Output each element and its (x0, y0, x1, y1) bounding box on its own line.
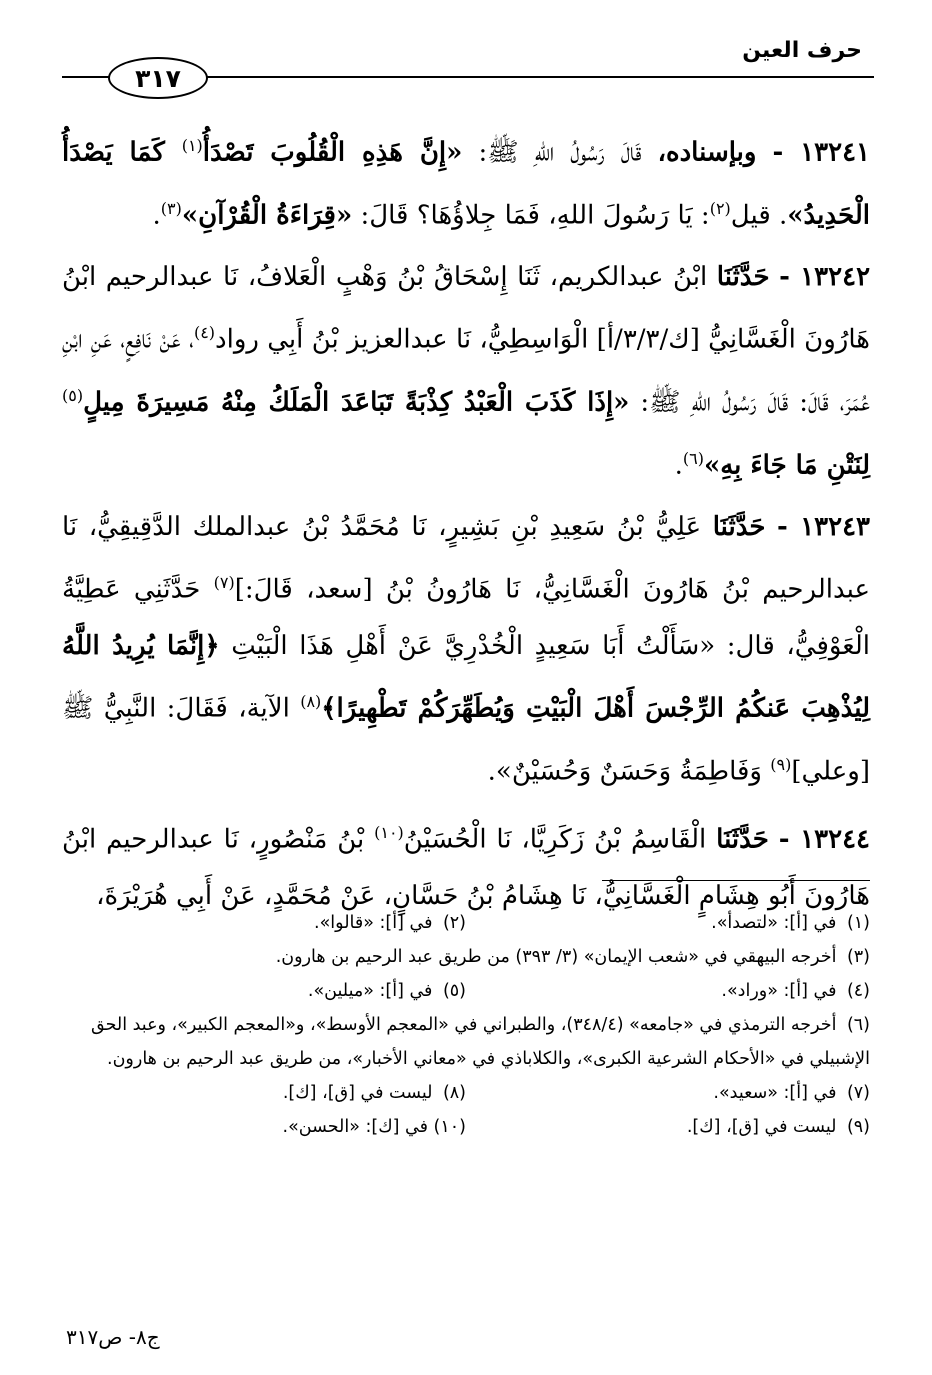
footnote-text: في [أ]: «لتصدأ». (711, 913, 842, 933)
footnote-item (466, 1110, 870, 1144)
footnote-text: في [أ]: «قالوا». (314, 913, 438, 933)
footnote-number: (٢) (442, 913, 466, 933)
footnote-row (62, 1110, 870, 1144)
footnote-item (466, 906, 870, 940)
footnote-ref: (٣) (160, 198, 182, 218)
hadith-number: ١٣٢٤٤ - (778, 824, 871, 855)
footnote-ref: (٦) (682, 448, 704, 468)
footnote-item (62, 1008, 870, 1076)
hadith-text: : يَا رَسُولَ اللهِ، فَمَا جِلاؤُهَا؟ قَالَ: (352, 200, 710, 231)
footnote-item (62, 940, 870, 974)
footnote-number: (٧) (846, 1083, 870, 1103)
footnote-item (466, 1076, 870, 1110)
footnote-ref: (٥) (62, 385, 84, 405)
footnote-row (62, 940, 870, 974)
footnote-number: (١٠) (433, 1117, 466, 1137)
hadith-text: ، عَنْ نَافِعٍ، عَنِ ابْنِ عُمَرَ، قَالَ: قَالَ رَسُولُ اللهِ ﷺ: (62, 324, 871, 418)
hadith-text: لِنَتْنِ مَا جَاءَ بِهِ» (703, 450, 870, 481)
footnote-item (62, 974, 466, 1008)
footnote-number: (٩) (846, 1117, 870, 1137)
footnotes (62, 906, 870, 1144)
running-title: حرف العين (742, 38, 862, 63)
hadith-paragraph (62, 249, 870, 493)
hadith-text: قَالَ رَسُولُ اللهِ ﷺ: (462, 137, 642, 168)
footnote-number: (٣) (846, 947, 870, 967)
hadith-lead: وبإسناده، (657, 137, 757, 168)
footnote-number: (١) (846, 913, 870, 933)
hadith-text: كَمَا يَصْدَأُ الْحَدِيدُ» (62, 137, 870, 231)
footnote-ref: (٩) (770, 754, 792, 774)
hadith-lead: حَدَّثَنَا (716, 262, 770, 293)
footnote-text: أخرجه الترمذي في «جامعه» (٣٤٨/٤)، والطبراني في «المعجم الأوسط»، و«المعجم الكبير»، وعبد الحق الإشبيلي في «الأحكام الشرعية الكبرى»، والكلاباذي في «معاني الأخبار»، من طريق عبد الرحيم بن هارون. (90, 1015, 870, 1069)
footnote-row (62, 906, 870, 940)
footnote-text: ليست في [ق]، [ك]. (686, 1117, 842, 1137)
footnote-ref: (٨) (300, 691, 322, 711)
footnote-text: في [أ]: «سعيد». (713, 1083, 842, 1103)
hadith-text: «إِذَا كَذَبَ الْعَبْدُ كِذْبَةً تَبَاعَدَ الْمَلَكُ مِنْهُ مَسِيرَةَ مِيلٍ (83, 387, 630, 418)
hadith-text: . (674, 450, 683, 481)
hadith-text: الآية، فَقَالَ: النَّبِيُّ ﷺ [وعلي] (62, 693, 870, 787)
footnote-row (62, 974, 870, 1008)
hadith-text: وَفَاطِمَةُ وَحَسَنٌ وَحُسَيْنٌ». (487, 756, 771, 787)
hadith-text: «قِرَاءَةُ الْقُرْآنِ» (181, 200, 353, 231)
hadith-number: ١٣٢٤٣ - (777, 512, 871, 543)
footnote-text: في [أ]: «وراد». (721, 981, 842, 1001)
hadith-text: عَلِيُّ بْنُ سَعِيدِ بْنِ بَشِيرٍ، نَا مُحَمَّدُ بْنُ عبدالملك الدَّقِيقِيُّ، نَا عبدالرحيم بْنُ هَارُونَ الْغَسَّانِيُّ، نَا هَارُونُ بْنُ [سعد، قَالَ:] (62, 512, 870, 605)
hadith-paragraph (62, 499, 870, 799)
hadith-lead: حَدَّثَنَا (712, 512, 766, 543)
hadith-text: بْنُ مَنْصُورٍ، نَا عبدالرحيم ابْنُ هَارُونَ أَبُو هِشَامٍ الْغَسَّانِيُّ، نَا هِشَامُ بْنُ حَسَّانٍ، عَنْ مُحَمَّدٍ، عَنْ أَبِي هُرَيْرَةَ، (62, 824, 870, 911)
footnote-ref: (٧) (213, 573, 235, 593)
hadith-number: ١٣٢٤٢ - (779, 262, 871, 293)
hadith-text: «إِنَّ هَذِهِ الْقُلُوبَ تَصْدَأُ (202, 137, 463, 168)
hadith-text: الْقَاسِمُ بْنُ زَكَرِيَّا، نَا الْحُسَيْنُ (403, 824, 707, 855)
hadith-paragraph (62, 118, 870, 243)
page-number-badge: ٣١٧ (108, 57, 208, 99)
footnote-number: (٦) (846, 1015, 870, 1035)
hadith-lead: حَدَّثَنَا (716, 824, 769, 855)
hadith-number: ١٣٢٤١ - (772, 137, 871, 168)
footnote-number: (٥) (442, 981, 466, 1001)
footnote-text: أخرجه البيهقي في «شعب الإيمان» (٣/ ٣٩٣) من طريق عبد الرحيم بن هارون. (275, 947, 842, 967)
footnote-ref: (١٠) (374, 823, 404, 843)
footnote-row (62, 1008, 870, 1076)
footnote-ref: (٢) (709, 198, 731, 218)
hadith-text: ﴿إِنَّمَا يُرِيدُ اللَّهُ لِيُذْهِبَ عَنكُمُ الرِّجْسَ أَهْلَ الْبَيْتِ وَيُطَهِّرَكُمْ تَطْهِيرًا﴾ (62, 630, 870, 724)
footnote-item (62, 1110, 466, 1144)
footnote-item (62, 906, 466, 940)
hadith-text: . قيل (730, 200, 788, 231)
footnote-ref: (٤) (193, 323, 216, 343)
hadith-text: ابْنُ عبدالكريم، ثَنَا إِسْحَاقُ بْنُ وَهْبٍ الْعَلافُ، نَا عبدالرحيم ابْنُ هَارُونَ الْغَسَّانِيُّ [ك/٣/٣/أ] الْوَاسِطِيُّ، نَا عبدالعزيز بْنُ أَبِي رواد (62, 262, 870, 355)
footnote-number: (٨) (442, 1083, 466, 1103)
footnotes-rule (602, 880, 870, 881)
hadith-text: حَدَّثَنِي عَطِيَّةُ الْعَوْفِيُّ، قال: «سَأَلْتُ أَبَا سَعِيدٍ الْخُدْرِيَّ عَنْ أَهْلِ هَذَا الْبَيْتِ (62, 574, 870, 661)
footnote-number: (٤) (846, 981, 870, 1001)
page-footer: ج٨- ص٣١٧ (66, 1325, 160, 1349)
footnote-text: في [أ]: «ميلين». (307, 981, 438, 1001)
hadith-text: . (152, 200, 161, 231)
footnote-ref: (١) (181, 136, 203, 155)
footnote-text: في [ك]: «الحسن». (282, 1117, 434, 1137)
footnote-row (62, 1076, 870, 1110)
footnote-text: ليست في [ق]، [ك]. (282, 1083, 438, 1103)
main-text (62, 118, 870, 930)
footnote-item (62, 1076, 466, 1110)
footnote-item (466, 974, 870, 1008)
